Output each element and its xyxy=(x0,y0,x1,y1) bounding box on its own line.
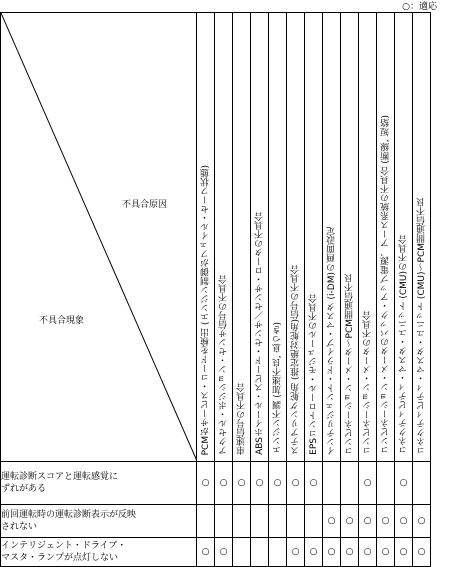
symptom-row xyxy=(1,538,431,567)
applicable-mark xyxy=(197,505,215,538)
column-header-text: コンビネーション・メータの不具合 xyxy=(363,311,373,455)
applicable-mark: ○ xyxy=(413,538,431,567)
applicable-mark: ○ xyxy=(305,538,323,567)
applicable-mark xyxy=(341,462,359,505)
applicable-mark: ○ xyxy=(323,538,341,567)
corner-diagonal xyxy=(1,13,197,461)
applicable-mark: ○ xyxy=(341,538,359,567)
applicable-mark: ○ xyxy=(233,462,251,505)
applicable-mark: ○ xyxy=(395,505,413,538)
applicable-mark: ○ xyxy=(305,462,323,505)
column-header xyxy=(215,13,233,462)
applicable-mark: ○ xyxy=(377,505,395,538)
applicable-mark: ○ xyxy=(197,538,215,567)
fault-matrix xyxy=(0,12,431,567)
header-row xyxy=(1,13,431,462)
applicable-mark: ○ xyxy=(395,538,413,567)
applicable-mark xyxy=(269,538,287,567)
applicable-mark: ○ xyxy=(197,462,215,505)
column-header xyxy=(305,13,323,462)
applicable-mark xyxy=(251,505,269,538)
legend: ○：適応 xyxy=(402,2,437,12)
column-header-text: PCMがサービス・コードを検出 (エンジン制御がフェイル・セーフ状態) xyxy=(201,164,211,455)
column-header xyxy=(197,13,215,462)
column-header-text: コンビネーション・メータのバック・アップ電源、アース系統の不具合 (断線, 短絡) xyxy=(381,115,391,455)
applicable-mark xyxy=(215,505,233,538)
applicable-mark: ○ xyxy=(413,505,431,538)
symptom-row xyxy=(1,462,431,505)
applicable-mark xyxy=(323,462,341,505)
applicable-mark: ○ xyxy=(251,462,269,505)
column-header-text: EPSコントロール・モジュールの不具合 xyxy=(309,294,319,455)
applicable-mark: ○ xyxy=(359,505,377,538)
applicable-mark xyxy=(305,505,323,538)
column-header xyxy=(323,13,341,462)
column-header-text: ABSホイール・スピード・センサ／センサ・ロータの不具合 xyxy=(255,212,265,455)
applicable-mark xyxy=(269,505,287,538)
applicable-mark: ○ xyxy=(269,462,287,505)
applicable-mark: ○ xyxy=(215,538,233,567)
column-header xyxy=(341,13,359,462)
applicable-mark: ○ xyxy=(395,462,413,505)
applicable-mark xyxy=(233,505,251,538)
applicable-mark: ○ xyxy=(287,538,305,567)
column-header xyxy=(359,13,377,462)
applicable-mark: ○ xyxy=(323,505,341,538)
symptom-label: 前回運転時の運転診断表示が反映 されない xyxy=(1,505,197,538)
column-header xyxy=(233,13,251,462)
applicable-mark: ○ xyxy=(341,505,359,538)
symptom-row xyxy=(1,505,431,538)
applicable-mark xyxy=(287,505,305,538)
column-header-text: ステアリング舵角 (推定絶対舵角)信号の不具合 xyxy=(291,265,301,455)
applicable-mark: ○ xyxy=(287,462,305,505)
column-header-text: インテリジェント・ドライブ・マスタ (i-DM)の画面設定 xyxy=(327,226,337,455)
column-header-text: コネクティビティ・マスタ・ユニット (CMU)～PCM間通信不良 xyxy=(417,198,427,455)
cause-axis-label: 不具合原因 xyxy=(122,200,168,210)
applicable-mark: ○ xyxy=(359,462,377,505)
corner-cell xyxy=(1,13,197,462)
applicable-mark: ○ xyxy=(377,538,395,567)
column-header xyxy=(377,13,395,462)
applicable-mark xyxy=(251,538,269,567)
symptom-label: 運転診断スコアと運転感覚に ずれがある xyxy=(1,462,197,505)
column-header xyxy=(395,13,413,462)
applicable-mark: ○ xyxy=(215,462,233,505)
column-header-text: アクセル・ポジション・センサ信号の不具合 xyxy=(219,275,229,455)
column-header xyxy=(251,13,269,462)
applicable-mark xyxy=(233,538,251,567)
column-header-text: 車速信号の不具合 xyxy=(237,383,247,455)
column-header xyxy=(413,13,431,462)
applicable-mark: ○ xyxy=(359,538,377,567)
applicable-mark xyxy=(377,462,395,505)
column-header xyxy=(269,13,287,462)
symptom-axis-label: 不具合現象 xyxy=(39,316,85,326)
column-header-text: コネクティビティ・マスタ・ユニット (CMU)の不具合 xyxy=(399,235,409,455)
column-header xyxy=(287,13,305,462)
applicable-mark xyxy=(413,462,431,505)
column-header-text: エンジン不調 (加速不良, 息つき) xyxy=(273,322,283,455)
column-header-text: コンビネーション・メータ～PCM間通信不良 xyxy=(345,273,355,455)
symptom-label: インテリジェント・ドライブ・ マスタ・ランプが点灯しない xyxy=(1,538,197,567)
